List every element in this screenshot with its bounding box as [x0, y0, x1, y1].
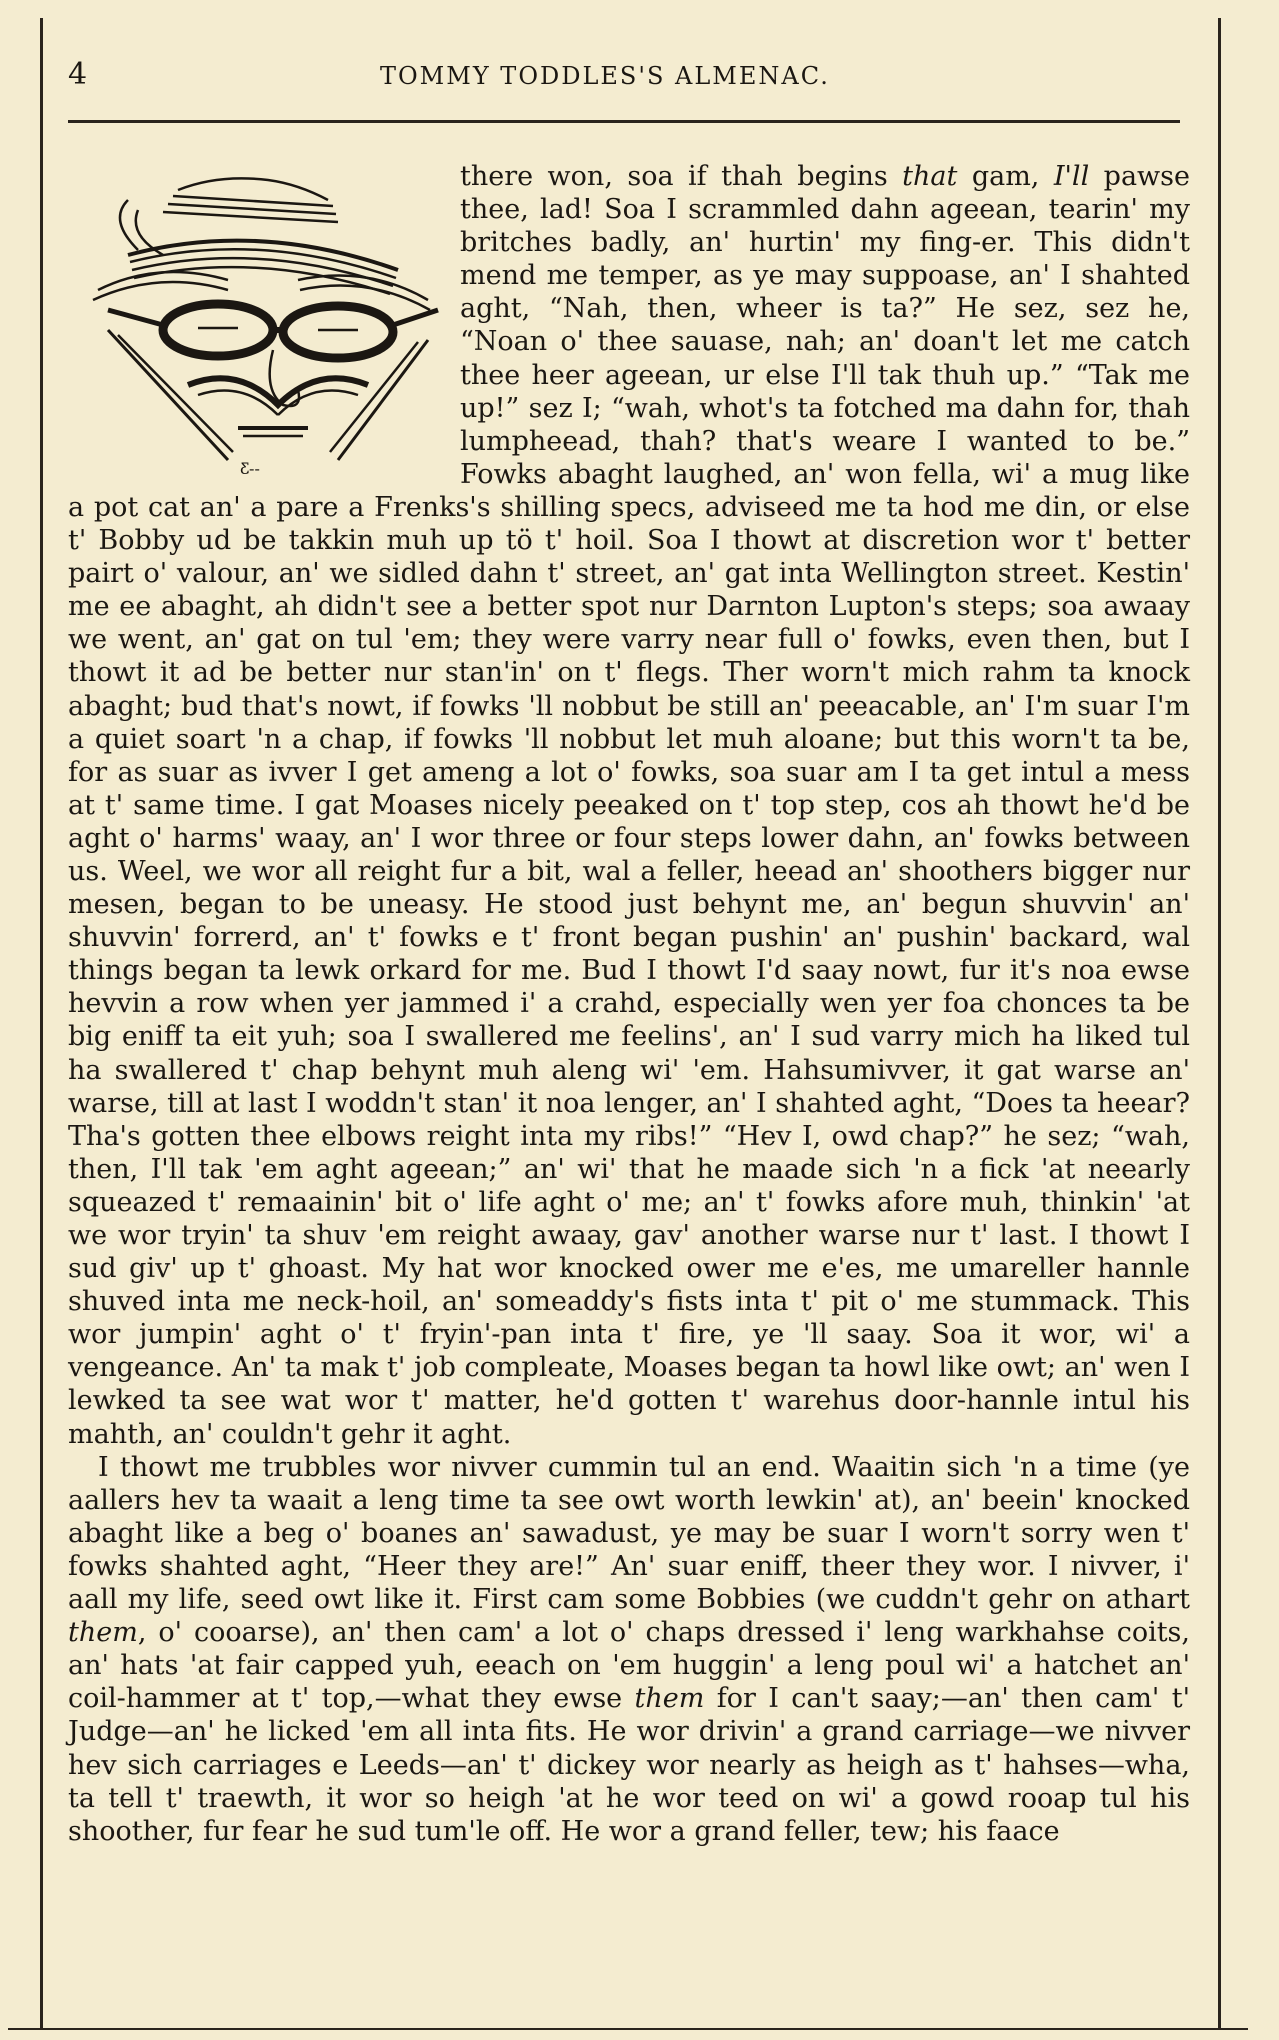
body-text: [68, 160, 1190, 1848]
caricature-face-icon: [68, 160, 448, 480]
text-run: pawse thee, lad! Soa I scrammled dahn ageean, tearin' my britches badly, an' hurtin' my fing-er. This didn't mend me temper, as ye may suppoase, an' I shahted aght, “Nah, then, wheer is ta?” He sez, sez he, “Noan o' thee sauase, nah; an' doan't let me catch thee heer ageean, ur else I'll tak thuh up.” “Tak me up!” sez I; “wah, whot's ta fotched ma dahn for, thah lumpheead, thah? that's weare I wanted to be.” Fowks abaght laughed, an' won fella, wi' a mug like a pot cat an' a pare a Frenks's shilling specs, adviseed me ta hod me din, or else t' Bobby ud be takkin muh up tö t' hoil. Soa I thowt at discretion wor t' better pairt o' valour, an' we sidled dahn t' street, an' gat inta Wellington street. Kestin' me ee abaght, ah didn't see a better spot nur Darnton Lupton's steps; soa awaay we went, an' gat on tul 'em; they were varry near full o' fowks, even then, but I thowt it ad be better nur stan'in' on t' flegs. Ther worn't mich rahm ta knock abaght; bud that's nowt, if fowks 'll nobbut be still an' peeacable, an' I'm suar I'm a quiet soart 'n a chap, if fowks 'll nobbut let muh aloane; but this worn't ta be, for as suar as ivver I get ameng a lot o' fowks, soa suar am I ta get intul a mess at t' same time. I gat Moases nicely peeaked on t' top step, cos ah thowt he'd be aght o' harms' waay, an' I wor three or four steps lower dahn, an' fowks between us. Weel, we wor all reight fur a bit, wal a feller, heead an' shoothers bigger nur mesen, began to be uneasy. He stood just behynt me, an' begun shuvvin' an' shuvvin' forrerd, an' t' fowks e t' front began pushin' an' pushin' backard, wal things began ta lewk orkard for me. Bud I thowt I'd saay nowt, fur it's noa ewse hevvin a row when yer jammed i' a crahd, especially wen yer foa chonces ta be big eniff ta eit yuh; soa I swallered me feelins', an' I sud varry mich ha liked tul ha swallered t' chap behynt muh aleng wi' 'em. Hahsumivver, it gat warse an' warse, till at last I woddn't stan' it noa lenger, an' I shahted aght, “Does ta heear? Tha's gotten thee elbows reight inta my ribs!” “Hev I, owd chap?” he sez; “wah, then, I'll tak 'em aght ageean;” an' wi' that he maade sich 'n a fick 'at neearly squeazed t' remaainin' bit o' life aght o' me; an' t' fowks afore muh, thinkin' 'at we wor tryin' ta shuv 'em reight awaay, gav' another warse nur t' last. I thowt I sud giv' up t' ghoast. My hat wor knocked ower me e'es, me umareller hannle shuved inta me neck-hoil, an' someaddy's fists inta t' pit o' me stummack. This wor jumpin' aght o' t' fryin'-pan inta t' fire, ye 'll saay. Soa it wor, wi' a vengeance. An' ta mak t' job compleate, Moases began ta howl like owt; an' wen I lewked ta see wat wor t' matter, he'd gotten t' warehus door-hannle intul his mahth, an' couldn't gehr it aght.: [68, 161, 1190, 1450]
text-run: there won, soa if thah begins: [460, 161, 903, 192]
text-run-italic: them: [68, 1617, 138, 1649]
text-run-italic: I'll: [1053, 161, 1090, 192]
text-run-italic: that: [902, 161, 958, 192]
page-frame-left: [40, 18, 43, 2028]
page-frame-right: [1218, 18, 1221, 2028]
page-number: 4: [68, 57, 88, 92]
text-run: I thowt me trubbles wor nivver cummin tul an end. Waaitin sich 'n a time (ye aallers hev ta waait a leng time ta see owt worth lewkin' at), an' beein' knocked abaght like a beg o' boanes an' sawadust, ye may be suar I worn't sorry wen t' fowks shahted aght, “Heer they are!” An' suar eniff, theer they wor. I nivver, i' aall my life, seed owt like it. First cam some Bobbies (we cuddn't gehr on athart: [68, 1451, 1190, 1616]
artist-signature: Ƹ--: [240, 459, 260, 478]
header-rule: [68, 120, 1180, 123]
text-run-italic: them: [634, 1683, 705, 1715]
text-run: , o' cooarse), an' then cam' a lot o' chaps dressed i' leng warkhahse coits, an' hats 'at fair capped yuh, eeach on 'em huggin' a leng poul wi' a hatchet an' coil-hammer at t' top,—what they ewse: [68, 1617, 1190, 1715]
text-run: gam,: [957, 161, 1054, 192]
running-head: TOMMY TODDLES'S ALMENAC.: [380, 62, 830, 90]
footer-rule: [8, 2028, 1248, 2030]
text-run: for I can't saay;—an' then cam' t' Judge—an' he licked 'em all inta fits. He wor drivin' a grand carriage—we nivver hev sich carriages e Leeds—an' t' dickey wor nearly as heigh as t' hahses—wha, ta tell t' traewth, it wor so heigh 'at he wor teed on wi' a gowd rooap tul his shoother, fur fear he sud tum'le off. He wor a grand feller, tew; his faace: [68, 1683, 1190, 1847]
paragraph-2: [68, 1451, 1190, 1848]
